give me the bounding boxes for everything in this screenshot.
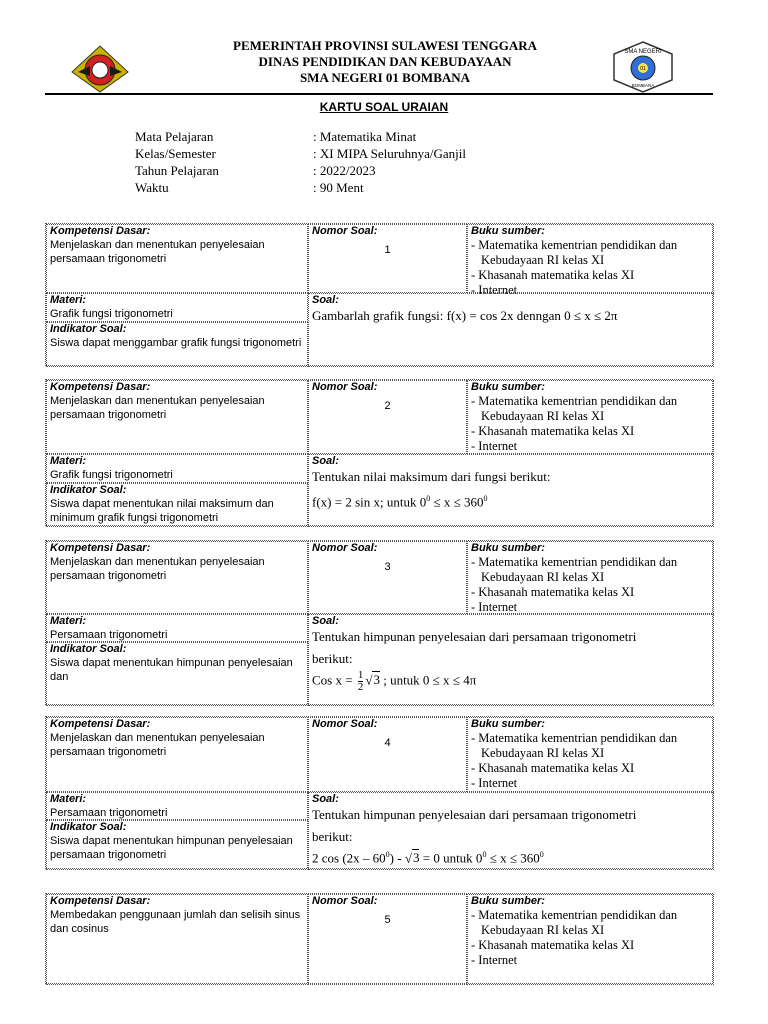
buku-cell: Buku sumber: - Matematika kementrian pendidikan dan Kebudayaan RI kelas XI - Khasanah matematika kelas XI - Internet — [467, 224, 714, 293]
book-item: - Khasanah matematika kelas XI — [471, 761, 635, 775]
buku-cell: Buku sumber: - Matematika kementrian pendidikan dan Kebudayaan RI kelas XI - Khasanah matematika kelas XI - Internet — [467, 894, 714, 985]
province-logo — [68, 42, 132, 94]
question-card-5 — [45, 893, 713, 984]
nomor-cell: Nomor Soal: 4 — [308, 717, 467, 792]
book-item: - Khasanah matematika kelas XI — [471, 585, 635, 599]
question-card-1 — [45, 223, 713, 366]
book-item: - Matematika kementrian pendidikan dan Kebudayaan RI kelas XI — [471, 394, 678, 423]
fraction: $\frac{1}{2}$ — [357, 669, 364, 693]
question-card-4 — [45, 716, 713, 869]
kd-cell: Kompetensi Dasar: Membedakan penggunaan jumlah dan selisih sinus dan cosinus — [46, 894, 308, 985]
question-number: 4 — [384, 737, 391, 749]
soal-cell: Soal: Tentukan himpunan penyelesaian dari persamaan trigonometri berikut: Cos x = $\frac{1}{2}$ √3 ; untuk 0 ≤ x ≤ 4π — [308, 614, 714, 706]
book-item: - Matematika kementrian pendidikan dan Kebudayaan RI kelas XI — [471, 555, 678, 584]
book-item: - Matematika kementrian pendidikan dan Kebudayaan RI kelas XI — [471, 731, 678, 760]
book-item: - Khasanah matematika kelas XI — [471, 938, 635, 952]
book-item: - Internet — [471, 953, 518, 967]
question-number: 3 — [384, 561, 391, 573]
info-block — [135, 128, 466, 196]
book-item: - Matematika kementrian pendidikan dan Kebudayaan RI kelas XI — [471, 238, 678, 267]
indikator-cell: Indikator Soal: Siswa dapat menentukan nilai maksimum dan minimum grafik fungsi trigonometri — [46, 483, 308, 527]
soal-cell: Soal: Tentukan nilai maksimum dari fungsi berikut: f(x) = 2 sin x; untuk $0^0 \le x \le 360^0$ — [308, 454, 714, 527]
indikator-cell: Indikator Soal: Siswa dapat menentukan himpunan penyelesaian dan — [46, 642, 308, 706]
question-number: 1 — [384, 244, 391, 256]
question-number: 2 — [384, 400, 391, 412]
header-divider — [45, 93, 713, 95]
book-item: - Internet — [471, 776, 518, 790]
book-item: - Khasanah matematika kelas XI — [471, 268, 635, 282]
nomor-cell: Nomor Soal: 3 — [308, 541, 467, 614]
question-card-2 — [45, 379, 713, 526]
buku-cell: Buku sumber: - Matematika kementrian pendidikan dan Kebudayaan RI kelas XI - Khasanah matematika kelas XI - Internet — [467, 717, 714, 792]
question-number: 5 — [384, 914, 391, 926]
info-row-class: Kelas/Semester : XI MIPA Seluruhnya/Ganjil — [135, 146, 466, 161]
soal-cell: Soal: Gambarlah grafik fungsi: f(x) = cos 2x denngan 0 ≤ x ≤ 2π — [308, 293, 714, 367]
school-logo-top-text: SMA NEGERI — [624, 49, 662, 55]
document-title: KARTU SOAL URAIAN — [319, 100, 449, 114]
book-item: - Matematika kementrian pendidikan dan Kebudayaan RI kelas XI — [471, 908, 678, 937]
book-item: - Khasanah matematika kelas XI — [471, 424, 635, 438]
book-item: - Internet — [471, 283, 518, 297]
school-logo-number: 01 — [640, 66, 646, 72]
school-logo-bottom-text: BOMBANA — [631, 83, 655, 88]
materi-cell: Materi: Persamaan trigonometri — [46, 614, 308, 642]
header-line-2: DINAS PENDIDIKAN DAN KEBUDAYAAN — [258, 54, 512, 69]
book-item: - Internet — [471, 600, 518, 614]
question-card-3 — [45, 540, 713, 705]
nomor-cell: Nomor Soal: 2 — [308, 380, 467, 454]
buku-cell: Buku sumber: - Matematika kementrian pendidikan dan Kebudayaan RI kelas XI - Khasanah matematika kelas XI - Internet — [467, 380, 714, 454]
soal-cell: Soal: Tentukan himpunan penyelesaian dari persamaan trigonometri berikut: 2 $\cos (2x - 60^0) - √3 = 0$ untuk $0^0 \le x \le 360^0$ — [308, 792, 714, 870]
materi-cell: Materi: Persamaan trigonometri — [46, 792, 308, 820]
header-line-3: SMA NEGERI 01 BOMBANA — [299, 70, 471, 85]
nomor-cell: Nomor Soal: 5 — [308, 894, 467, 985]
indikator-cell: Indikator Soal: Siswa dapat menentukan himpunan penyelesaian persamaan trigonometri — [46, 820, 308, 870]
kd-cell: Kompetensi Dasar: Menjelaskan dan menentukan penyelesaian persamaan trigonometri — [46, 224, 308, 293]
indikator-cell: Indikator Soal: Siswa dapat menggambar grafik fungsi trigonometri — [46, 322, 308, 367]
info-row-subject: Mata Pelajaran : Matematika Minat — [135, 129, 417, 144]
kd-cell: Kompetensi Dasar: Menjelaskan dan menentukan penyelesaian persamaan trigonometri — [46, 380, 308, 454]
info-row-time: Waktu : 90 Ment — [135, 180, 364, 195]
nomor-cell: Nomor Soal: 1 — [308, 224, 467, 293]
kd-cell: Kompetensi Dasar: Menjelaskan dan menentukan penyelesaian persamaan trigonometri — [46, 717, 308, 792]
buku-cell: Buku sumber: - Matematika kementrian pendidikan dan Kebudayaan RI kelas XI - Khasanah matematika kelas XI - Internet — [467, 541, 714, 614]
materi-cell: Materi: Grafik fungsi trigonometri — [46, 454, 308, 483]
info-row-year: Tahun Pelajaran : 2022/2023 — [135, 163, 376, 178]
kd-cell: Kompetensi Dasar: Menjelaskan dan menentukan penyelesaian persamaan trigonometri — [46, 541, 308, 614]
book-item: - Internet — [471, 439, 518, 453]
header-line-1: PEMERINTAH PROVINSI SULAWESI TENGGARA — [233, 38, 537, 53]
materi-cell: Materi: Grafik fungsi trigonometri — [46, 293, 308, 322]
